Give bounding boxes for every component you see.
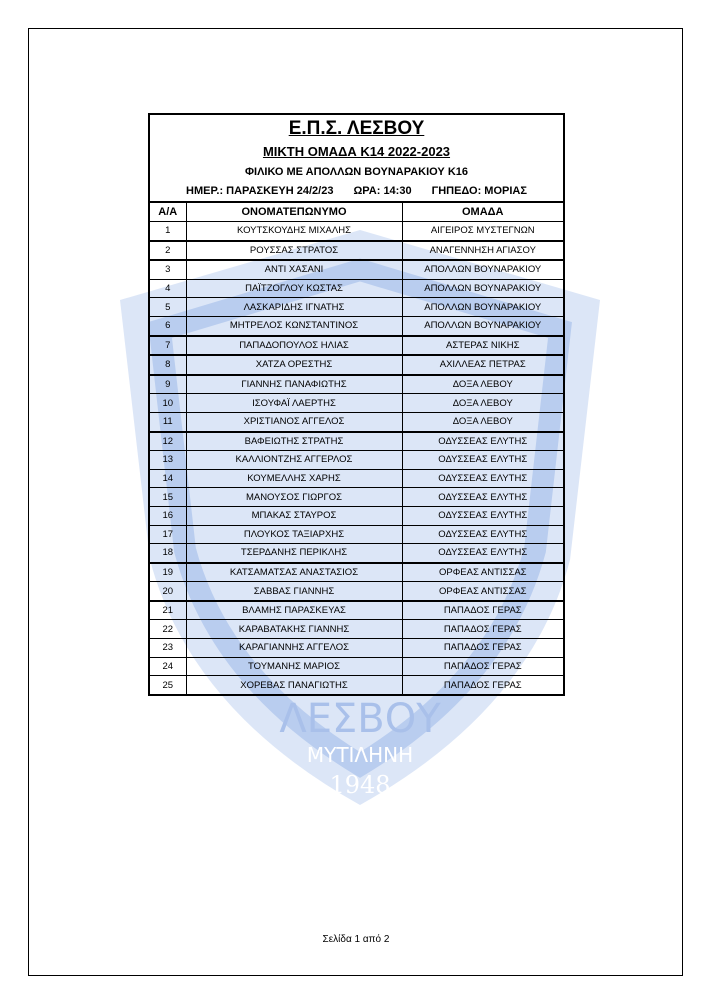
- match-time: ΩΡΑ: 14:30: [353, 185, 412, 197]
- row-number: 22: [150, 620, 186, 639]
- table-row: [150, 260, 563, 279]
- row-number: 9: [150, 375, 186, 394]
- player-team: ΟΔΥΣΣΕΑΣ ΕΛΥΤΗΣ: [402, 525, 563, 544]
- player-name: ΠΑΠΑΔΟΠΟΥΛΟΣ ΗΛΙΑΣ: [186, 336, 402, 356]
- table-row: [150, 432, 563, 451]
- player-name: ΣΑΒΒΑΣ ΓΙΑΝΝΗΣ: [186, 582, 402, 601]
- row-number: 8: [150, 355, 186, 375]
- row-number: 10: [150, 394, 186, 413]
- player-name: ΜΠΑΚΑΣ ΣΤΑΥΡΟΣ: [186, 506, 402, 525]
- player-team: ΔΟΞΑ ΛΕΒΟΥ: [402, 375, 563, 394]
- page-subtitle: ΜΙΚΤΗ ΟΜΑΔΑ Κ14 2022-2023: [262, 144, 451, 159]
- player-name: ΑΝΤΙ ΧΑΣΑΝΙ: [186, 260, 402, 279]
- match-details: [150, 182, 563, 201]
- player-team: ΠΑΠΑΔΟΣ ΓΕΡΑΣ: [402, 601, 563, 620]
- table-row: [150, 582, 563, 601]
- player-name: ΚΟΥΜΕΛΛΗΣ ΧΑΡΗΣ: [186, 469, 402, 488]
- player-name: ΜΑΝΟΥΣΟΣ ΓΙΩΡΓΟΣ: [186, 488, 402, 507]
- row-number: 4: [150, 279, 186, 298]
- page-footer: Σελίδα 1 από 2: [322, 934, 390, 945]
- watermark-year: 1948: [329, 771, 391, 799]
- player-name: ΒΛΑΜΗΣ ΠΑΡΑΣΚΕΥΑΣ: [186, 601, 402, 620]
- table-row: [150, 544, 563, 563]
- player-name: ΒΑΦΕΙΩΤΗΣ ΣΤΡΑΤΗΣ: [186, 432, 402, 451]
- table-row: [150, 412, 563, 431]
- player-name: ΧΡΙΣΤΙΑΝΟΣ ΑΓΓΕΛΟΣ: [186, 412, 402, 431]
- player-name: ΤΣΕΡΔΑΝΗΣ ΠΕΡΙΚΛΗΣ: [186, 544, 402, 563]
- row-number: 23: [150, 639, 186, 658]
- roster-rows: [150, 222, 563, 694]
- player-team: ΔΟΞΑ ΛΕΒΟΥ: [402, 412, 563, 431]
- row-number: 12: [150, 432, 186, 451]
- table-row: [150, 469, 563, 488]
- match-venue: ΓΗΠΕΔΟ: ΜΟΡΙΑΣ: [431, 185, 527, 197]
- table-row: [150, 375, 563, 394]
- player-team: ΠΑΠΑΔΟΣ ΓΕΡΑΣ: [402, 657, 563, 676]
- player-team: ΟΡΦΕΑΣ ΑΝΤΙΣΣΑΣ: [402, 563, 563, 582]
- table-row: [150, 506, 563, 525]
- player-team: ΟΔΥΣΣΕΑΣ ΕΛΥΤΗΣ: [402, 451, 563, 470]
- roster-grid: [150, 201, 563, 694]
- player-name: ΚΑΡΑΓΙΑΝΝΗΣ ΑΓΓΕΛΟΣ: [186, 639, 402, 658]
- player-name: ΓΙΑΝΝΗΣ ΠΑΝΑΦΙΩΤΗΣ: [186, 375, 402, 394]
- table-row: [150, 241, 563, 261]
- row-number: 24: [150, 657, 186, 676]
- column-header-team: ΟΜΑΔΑ: [402, 202, 563, 222]
- table-row: [150, 355, 563, 375]
- player-name: ΠΛΟΥΚΟΣ ΤΑΞΙΑΡΧΗΣ: [186, 525, 402, 544]
- table-row: [150, 394, 563, 413]
- table-row: [150, 222, 563, 241]
- page-title: Ε.Π.Σ. ΛΕΣΒΟΥ: [288, 118, 425, 139]
- player-team: ΠΑΠΑΔΟΣ ΓΕΡΑΣ: [402, 620, 563, 639]
- player-team: ΔΟΞΑ ΛΕΒΟΥ: [402, 394, 563, 413]
- watermark-city: ΜΥΤΙΛΗΝΗ: [306, 743, 414, 767]
- row-number: 18: [150, 544, 186, 563]
- row-number: 2: [150, 241, 186, 261]
- row-number: 15: [150, 488, 186, 507]
- row-number: 3: [150, 260, 186, 279]
- row-number: 7: [150, 336, 186, 356]
- table-row: [150, 657, 563, 676]
- player-name: ΚΑΤΣΑΜΑΤΣΑΣ ΑΝΑΣΤΑΣΙΟΣ: [186, 563, 402, 582]
- player-name: ΡΟΥΣΣΑΣ ΣΤΡΑΤΟΣ: [186, 241, 402, 261]
- table-row: [150, 336, 563, 356]
- player-name: ΧΟΡΕΒΑΣ ΠΑΝΑΓΙΩΤΗΣ: [186, 676, 402, 694]
- player-team: ΟΔΥΣΣΕΑΣ ΕΛΥΤΗΣ: [402, 469, 563, 488]
- player-team: ΟΔΥΣΣΕΑΣ ΕΛΥΤΗΣ: [402, 506, 563, 525]
- row-number: 17: [150, 525, 186, 544]
- row-number: 11: [150, 412, 186, 431]
- table-row: [150, 451, 563, 470]
- table-row: [150, 563, 563, 582]
- player-team: ΑΝΑΓΕΝΝΗΣΗ ΑΓΙΑΣΟΥ: [402, 241, 563, 261]
- player-name: ΜΗΤΡΕΛΟΣ ΚΩΝΣΤΑΝΤΙΝΟΣ: [186, 316, 402, 335]
- player-team: ΑΙΓΕΙΡΟΣ ΜΥΣΤΕΓΝΩΝ: [402, 222, 563, 241]
- player-team: ΟΔΥΣΣΕΑΣ ΕΛΥΤΗΣ: [402, 432, 563, 451]
- table-row: [150, 601, 563, 620]
- player-name: ΠΑΪΤΖΟΓΛΟΥ ΚΩΣΤΑΣ: [186, 279, 402, 298]
- header-row: [150, 202, 563, 222]
- row-number: 20: [150, 582, 186, 601]
- match-date: ΗΜΕΡ.: ΠΑΡΑΣΚΕΥΗ 24/2/23: [186, 185, 334, 197]
- column-header-name: ΟΝΟΜΑΤΕΠΩΝΥΜΟ: [186, 202, 402, 222]
- match-info: ΦΙΛΙΚΟ ΜΕ ΑΠΟΛΛΩΝ ΒΟΥΝΑΡΑΚΙΟΥ Κ16: [244, 166, 469, 178]
- table-row: [150, 316, 563, 335]
- table-row: [150, 639, 563, 658]
- player-team: ΑΠΟΛΛΩΝ ΒΟΥΝΑΡΑΚΙΟΥ: [402, 316, 563, 335]
- player-team: ΟΔΥΣΣΕΑΣ ΕΛΥΤΗΣ: [402, 488, 563, 507]
- row-number: 19: [150, 563, 186, 582]
- player-team: ΑΧΙΛΛΕΑΣ ΠΕΤΡΑΣ: [402, 355, 563, 375]
- table-row: [150, 279, 563, 298]
- row-number: 6: [150, 316, 186, 335]
- player-team: ΠΑΠΑΔΟΣ ΓΕΡΑΣ: [402, 676, 563, 694]
- player-team: ΑΣΤΕΡΑΣ ΝΙΚΗΣ: [402, 336, 563, 356]
- row-number: 1: [150, 222, 186, 241]
- player-team: ΑΠΟΛΛΩΝ ΒΟΥΝΑΡΑΚΙΟΥ: [402, 279, 563, 298]
- player-name: ΧΑΤΖΑ ΟΡΕΣΤΗΣ: [186, 355, 402, 375]
- table-row: [150, 298, 563, 317]
- table-row: [150, 676, 563, 694]
- player-name: ΚΟΥΤΣΚΟΥΔΗΣ ΜΙΧΑΛΗΣ: [186, 222, 402, 241]
- table-row: [150, 488, 563, 507]
- player-name: ΙΣΟΥΦΑΪ ΛΑΕΡΤΗΣ: [186, 394, 402, 413]
- player-team: ΑΠΟΛΛΩΝ ΒΟΥΝΑΡΑΚΙΟΥ: [402, 260, 563, 279]
- player-name: ΚΑΡΑΒΑΤΑΚΗΣ ΓΙΑΝΝΗΣ: [186, 620, 402, 639]
- player-team: ΟΔΥΣΣΕΑΣ ΕΛΥΤΗΣ: [402, 544, 563, 563]
- table-row: [150, 620, 563, 639]
- row-number: 21: [150, 601, 186, 620]
- player-team: ΟΡΦΕΑΣ ΑΝΤΙΣΣΑΣ: [402, 582, 563, 601]
- player-name: ΤΟΥΜΑΝΗΣ ΜΑΡΙΟΣ: [186, 657, 402, 676]
- row-number: 25: [150, 676, 186, 694]
- player-team: ΠΑΠΑΔΟΣ ΓΕΡΑΣ: [402, 639, 563, 658]
- player-name: ΚΑΛΛΙΟΝΤΖΗΣ ΑΓΓΕΡΛΟΣ: [186, 451, 402, 470]
- player-name: ΛΑΣΚΑΡΙΔΗΣ ΙΓΝΑΤΗΣ: [186, 298, 402, 317]
- watermark-name: ΛΕΣΒΟΥ: [279, 696, 441, 742]
- table-row: [150, 525, 563, 544]
- row-number: 16: [150, 506, 186, 525]
- row-number: 14: [150, 469, 186, 488]
- column-header-number: Α/Α: [150, 202, 186, 222]
- roster-table: [148, 113, 565, 696]
- player-team: ΑΠΟΛΛΩΝ ΒΟΥΝΑΡΑΚΙΟΥ: [402, 298, 563, 317]
- row-number: 13: [150, 451, 186, 470]
- row-number: 5: [150, 298, 186, 317]
